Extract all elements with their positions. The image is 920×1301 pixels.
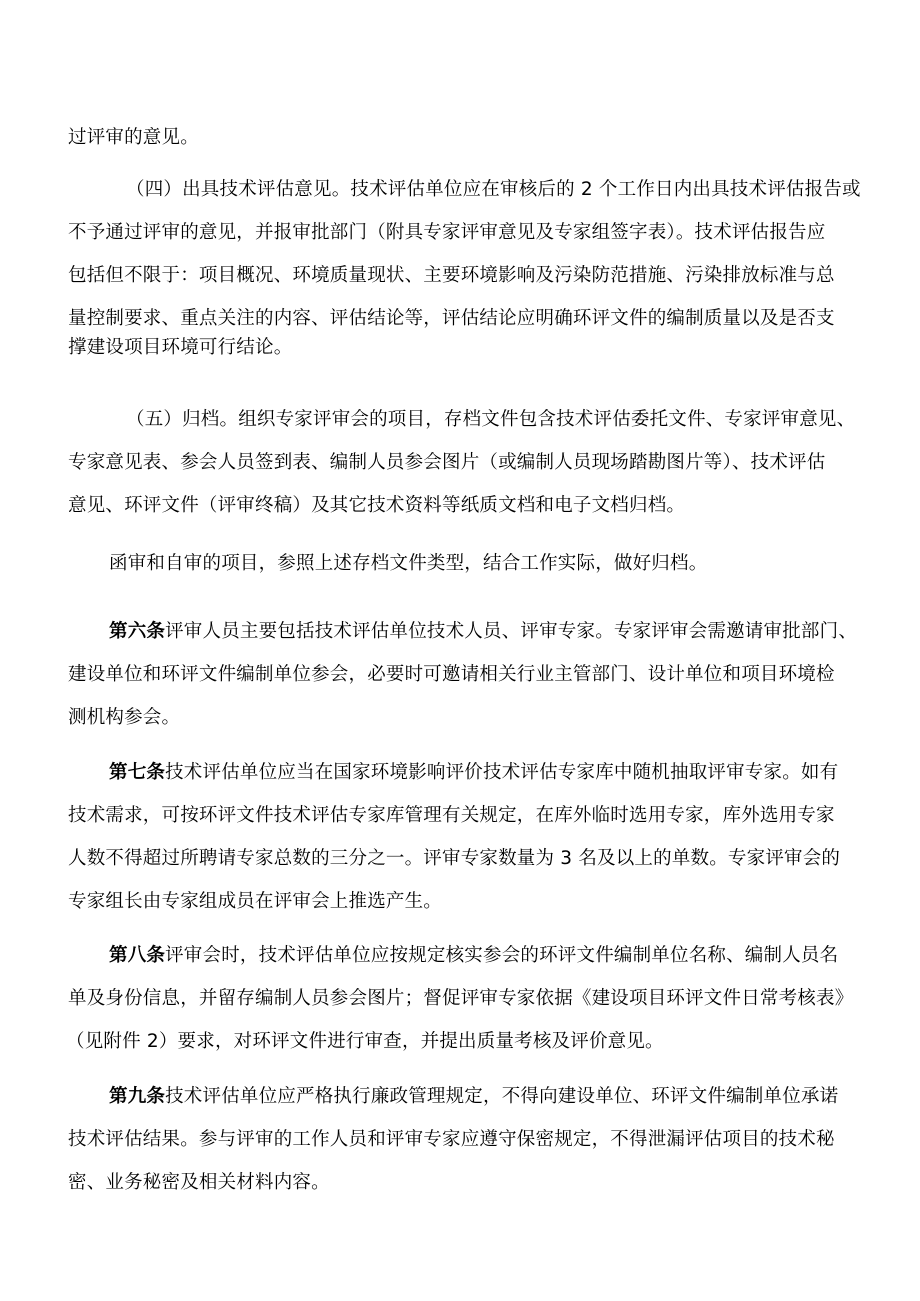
paragraph-hanshen: 函审和自审的项目，参照上述存档文件类型，结合工作实际，做好归档。: [109, 553, 708, 574]
article-7-label: 第七条: [109, 762, 166, 783]
article-8-label: 第八条: [109, 945, 166, 966]
article-9-label: 第九条: [109, 1086, 166, 1107]
article-6-label: 第六条: [109, 621, 166, 642]
paragraph-continuation: 过评审的意见。: [68, 127, 199, 148]
document-page: 过评审的意见。 （四）出具技术评估意见。技术评估单位应在审核后的 2 个工作日内出具技术评估报告或 不予通过评审的意见，并报审批部门（附具专家评审意见及专家组签字表）。技术评估报告应 包括但不限于：项目概况、环境质量现状、主要环境影响及污染防范措施、污染排放标准与总 量控制要求、重点关注的内容、评估结论等，评估结论应明确环评文件的编制质量以及是否支 撑建设项目环境可行结论。 （五）归档。组织专家评审会的项目，存档文件包含技术评估委托文件、专家评审意见、 专家意见表、参会人员签到表、编制人员参会图片（或编制人员现场踏勘图片等）、技术评估 意见、环评文件（评审终稿）及其它技术资料等纸质文档和电子文档归档。 函审和自审的项目，参照上述存档文件类型，结合工作实际，做好归档。 第六条评审人员主要包括技术评估单位技术人员、评审专家。专家评审会需邀请审批部门、 建设单位和环评文件编制单位参会，必要时可邀请相关行业主管部门、设计单位和项目环境检 测机构参会。 第七条技术评估单位应当在国家环境影响评价技术评估专家库中随机抽取评审专家。如有 技术需求，可按环评文件技术评估专家库管理有关规定，在库外临时选用专家，库外选用专家 人数不得超过所聘请专家总数的三分之一。评审专家数量为 3 名及以上的单数。专家评审会的 专家组长由专家组成员在评审会上推选产生。 第八条评审会时，技术评估单位应按规定核实参会的环评文件编制单位名称、编制人员名 单及身份信息，并留存编制人员参会图片；督促评审专家依据《建设项目环评文件日常考核表》 （见附件 2）要求，对环评文件进行审查，并提出质量考核及评价意见。 第九条技术评估单位应严格执行廉政管理规定，不得向建设单位、环评文件编制单位承诺 技术评估结果。参与评审的工作人员和评审专家应遵守保密规定，不得泄漏评估项目的技术秘 密、业务秘密及相关材料内容。: [66, 127, 861, 1193]
